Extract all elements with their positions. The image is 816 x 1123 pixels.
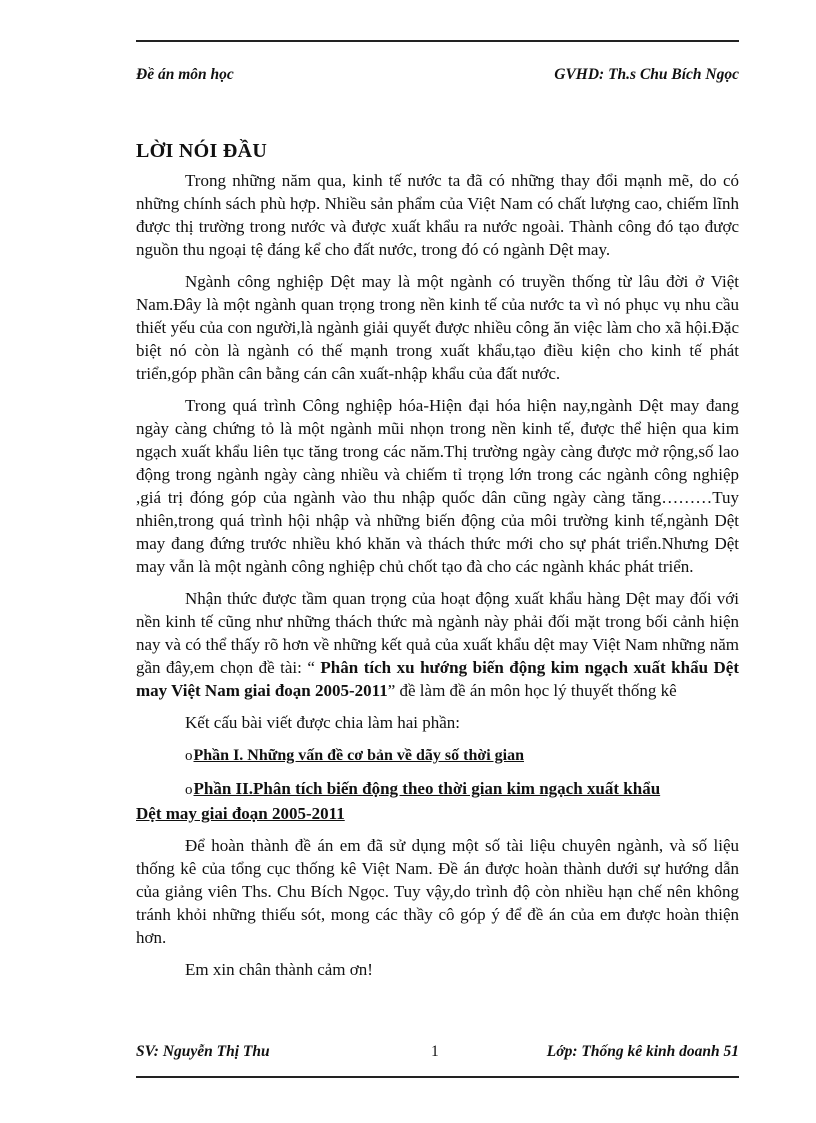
- part-1-label: Phần I. Những vấn đề cơ bản về dãy số thời gian: [193, 747, 525, 764]
- footer-class: Lớp: Thống kê kinh doanh 51: [546, 1043, 739, 1060]
- outline-item-part-1: [136, 743, 739, 768]
- page-title: LỜI NÓI ĐẦU: [136, 140, 268, 162]
- paragraph-1: Trong những năm qua, kinh tế nước ta đã có những thay đổi mạnh mẽ, do có những chính sách phù hợp. Nhiều sản phẩm của Việt Nam có chất lượng cao, chiếm lĩnh được thị trường trong nước và được xuất khẩu ra nước ngoài. Thành công đó tạo được nguồn thu ngoại tệ đáng kể cho đất nước, trong đó có ngành Dệt may.: [136, 171, 739, 259]
- page-body: [136, 140, 739, 990]
- paragraph-5: Kết cấu bài viết được chia làm hai phần:: [185, 713, 460, 732]
- part-2-label-line-2: Dệt may giai đoạn 2005-2011: [136, 804, 345, 823]
- paragraph-4-start: Nhận thức được tầm quan trọng của hoạt động xuất khẩu hàng Dệt may đối với nền kinh tế cũng như những thách thức mà ngành này phải đối mặt trong bối cảnh hiện nay và có thể thấy rõ hơn về những kết quả của xuất khẩu dệt may Việt Nam những năm gần đây,em chọn đề tài: “: [136, 589, 739, 677]
- page-number: 1: [431, 1043, 439, 1060]
- paragraph-4: [136, 587, 739, 702]
- paragraph-2: Ngành công nghiệp Dệt may là một ngành có truyền thống từ lâu đời ở Việt Nam.Đây là một ngành quan trọng trong nền kinh tế của nước ta vì nó phục vụ nhu cầu thiết yếu của con người,là ngành giải quyết được nhiều công ăn việc làm cho xã hội.Đặc biệt nó còn là ngành có thế mạnh trong xuất khẩu,tạo điều kiện cho kinh tế phát triển,góp phần cân bằng cán cân xuất-nhập khẩu của đất nước.: [136, 272, 739, 383]
- paragraph-7: Em xin chân thành cảm ơn!: [185, 960, 373, 979]
- header-rule: [136, 40, 739, 42]
- bullet-circle-icon: o: [185, 782, 193, 798]
- paragraph-6: Để hoàn thành đề án em đã sử dụng một số tài liệu chuyên ngành, và số liệu thống kê của tổng cục thống kê Việt Nam. Đề án được hoàn thành dưới sự hướng dẫn của giảng viên Ths. Chu Bích Ngọc. Tuy vậy,do trình độ còn nhiều hạn chế nên không tránh khỏi những thiếu sót, mong các thầy cô góp ý để đề án của em được hoàn thiện hơn.: [136, 836, 739, 947]
- paragraph-4-end: ” đề làm đề án môn học lý thuyết thống kê: [387, 681, 677, 700]
- thesis-topic: Phân tích xu hướng biến động kim ngạch xuất khẩu Dệt may Việt Nam giai đoạn 2005-2011: [136, 658, 740, 700]
- footer-rule: [136, 1076, 739, 1078]
- footer-student: SV: Nguyễn Thị Thu: [136, 1043, 270, 1060]
- outline-item-part-2: [136, 777, 739, 825]
- bullet-circle-icon: o: [185, 748, 193, 764]
- header-advisor: GVHD: Th.s Chu Bích Ngọc: [554, 66, 739, 83]
- header-course: Đề án môn học: [136, 66, 234, 83]
- part-2-label-line-1: Phần II.Phân tích biến động theo thời gian kim ngạch xuất khẩu: [193, 779, 661, 798]
- paragraph-3: Trong quá trình Công nghiệp hóa-Hiện đại hóa hiện nay,ngành Dệt may đang ngày càng chứng tỏ là một ngành mũi nhọn trong nền kinh tế, được thể hiện qua kim ngạch xuất khẩu liên tục tăng trong các năm.Thị trường ngày càng được mở rộng,số lao động trong ngành ngày càng nhiều và chiếm tỉ trọng lớn trong các ngành công nghiệp ,giá trị đóng góp của ngành vào thu nhập quốc dân cũng ngày càng tăng………Tuy nhiên,trong quá trình hội nhập và những biến động của môi trường kinh tế,ngành Dệt may đang đứng trước nhiều khó khăn và thách thức mới cho sự phát triển.Nhưng Dệt may vẫn là một ngành công nghiệp chủ chốt tạo đà cho các ngành khác phát triển.: [136, 396, 739, 576]
